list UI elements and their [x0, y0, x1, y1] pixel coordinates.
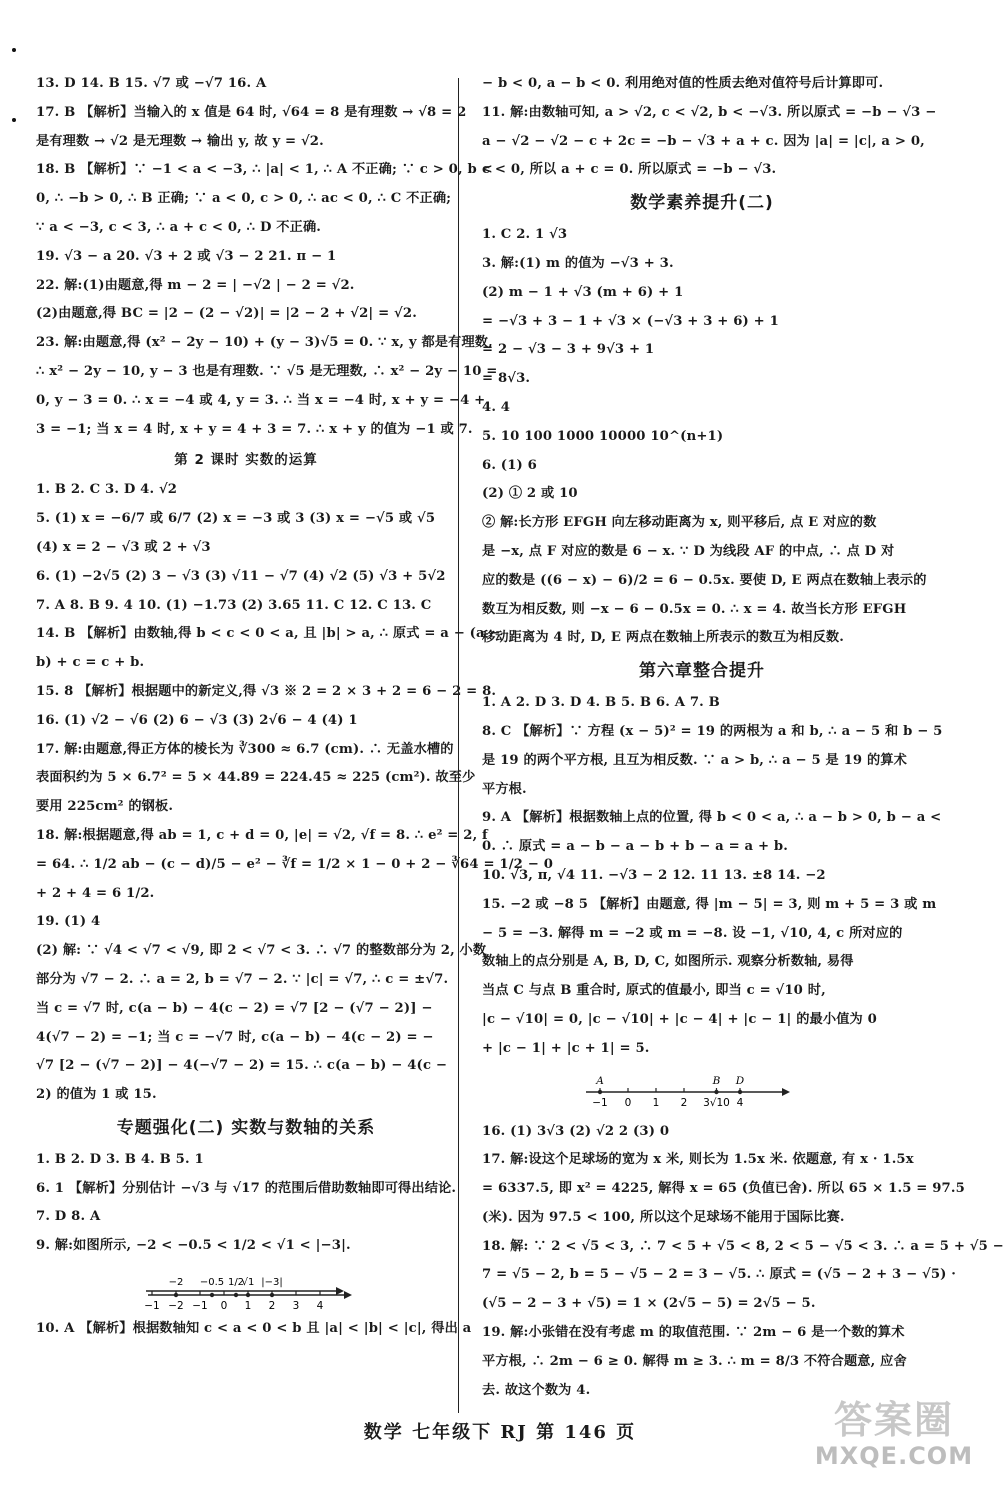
point-label: −2	[168, 1277, 184, 1289]
answer-line: 1. B 2. C 3. D 4. √2	[36, 482, 178, 498]
left-answer-block-3	[36, 1146, 456, 1261]
tick-label: −1	[192, 1300, 208, 1313]
answer-line: 16. (1) 3√3 (2) √2 2 (3) 0	[482, 1123, 670, 1139]
answer-line: 16. (1) √2 − √6 (2) 6 − √3 (3) 2√6 − 4 (4) 1	[36, 712, 358, 728]
answer-line: 平方根.	[482, 781, 527, 797]
answer-line: (4) x = 2 − √3 或 2 + √3	[36, 539, 211, 555]
answer-line: 22. 解:(1)由题意,得 m − 2 = | −√2 | − 2 = √2.	[36, 277, 355, 293]
answer-line: = −√3 + 3 − 1 + √3 × (−√3 + 3 + 6) + 1	[482, 313, 779, 329]
section-heading-chapter6: 第六章整合提升	[639, 661, 765, 682]
answer-line: 6. (1) −2√5 (2) 3 − √3 (3) √11 − √7 (4) √2 (5) √3 + 5√2	[36, 568, 446, 584]
answer-line: 是 −x, 点 F 对应的数是 6 − x. ∵ D 为线段 AF 的中点, ∴ 点 D 对	[482, 543, 895, 559]
answer-line: 5. (1) x = −6/7 或 6/7 (2) x = −3 或 3 (3) x = −√5 或 √5	[36, 511, 436, 527]
margin-dot	[12, 48, 16, 52]
tick-label: 1	[652, 1096, 660, 1109]
lesson-subheading: 第 2 课时 实数的运算	[174, 452, 318, 469]
tick-label: 3√10	[703, 1096, 730, 1109]
answer-line: 0, ∴ −b > 0, ∴ B 正确; ∵ a < 0, c > 0, ∴ ac < 0, ∴ C 不正确;	[36, 191, 452, 207]
answer-line: = 64. ∴ 1/2 ab − (c − d)/5 − e² − ∛f = 1/2 × 1 − 0 + 2 − ∛64 = 1/2 − 0	[36, 856, 554, 872]
answer-line: 5. 10 100 1000 10000 10^(n+1)	[482, 428, 724, 444]
tick-label: 2	[680, 1096, 688, 1109]
tick-label: 4	[736, 1096, 744, 1109]
answer-line: c < 0, 所以 a + c = 0. 所以原式 = −b − √3.	[482, 162, 777, 178]
answer-line: (2) m − 1 + √3 (m + 6) + 1	[482, 284, 684, 300]
right-column	[482, 70, 1004, 1405]
answer-line: 2) 的值为 1 或 15.	[36, 1087, 157, 1103]
answer-line: 15. −2 或 −8 5 【解析】由题意, 得 |m − 5| = 3, 则 m + 5 = 3 或 m	[482, 896, 937, 912]
point-label: D	[735, 1074, 745, 1087]
site-watermark	[806, 1398, 982, 1478]
answer-line: 7. D 8. A	[36, 1209, 101, 1225]
answer-line: (2)由题意,得 BC = |2 − (2 − √2)| = |2 − 2 + √2| = √2.	[36, 306, 417, 322]
answer-line: √7 [2 − (√7 − 2)] − 4(−√7 − 2) = 15. ∴ c(a − b) − 4(c −	[36, 1058, 448, 1074]
tick-label: 2	[268, 1300, 276, 1313]
answer-line: (2) ① 2 或 10	[482, 486, 578, 502]
answer-line: 4(√7 − 2) = −1; 当 c = −√7 时, c(a − b) − 4(c − 2) = −	[36, 1029, 434, 1045]
answer-line: = 6337.5, 即 x² = 4225, 解得 x = 65 (负值已舍). 所以 65 × 1.5 = 97.5	[482, 1181, 965, 1197]
answer-line: 数互为相反数, 则 −x − 6 − 0.5x = 0. ∴ x = 4. 故当长方形 EFGH	[482, 601, 907, 617]
answer-line: 1. A 2. D 3. D 4. B 5. B 6. A 7. B	[482, 695, 720, 711]
answer-line: − b < 0, a − b < 0. 利用绝对值的性质去绝对值符号后计算即可.	[482, 76, 884, 91]
answer-line: 0. ∴ 原式 = a − b − a − b + b − a = a + b.	[482, 839, 789, 855]
answer-line: 部分为 √7 − 2. ∴ a = 2, b = √7 − 2. ∵ |c| = √7, ∴ c = ±√7.	[36, 971, 449, 987]
point-label: A	[596, 1074, 604, 1087]
answer-line: 当 c = √7 时, c(a − b) − 4(c − 2) = √7 [2 − (√7 − 2)] −	[36, 1000, 433, 1016]
answer-line: ∵ a < −3, c < 3, ∴ a + c < 0, ∴ D 不正确.	[36, 219, 322, 235]
answer-line: − 5 = −3. 解得 m = −2 或 m = −8. 设 −1, √10, 4, c 所对应的	[482, 925, 903, 941]
answer-line: 17. B 【解析】当输入的 x 值是 64 时, √64 = 8 是有理数 → √8 = 2	[36, 104, 467, 120]
answer-line: 应的数是 ((6 − x) − 6)/2 = 6 − 0.5x. 要使 D, E 两点在数轴上表示的	[482, 572, 927, 588]
answer-line: 是 19 的两个平方根, 且互为相反数. ∵ a > b, ∴ a − 5 是 19 的算术	[482, 752, 908, 768]
answer-line: 1. B 2. D 3. B 4. B 5. 1	[36, 1151, 204, 1167]
section-heading-literacy: 数学素养提升(二)	[630, 193, 774, 214]
section-heading-topic: 专题强化(二) 实数与数轴的关系	[116, 1117, 376, 1138]
answer-line: 当点 C 与点 B 重合时, 原式的值最小, 即当 c = √10 时,	[482, 983, 826, 999]
answer-line: ∴ x² − 2y − 10, y − 3 也是有理数. ∵ √5 是无理数, ∴ x² − 2y − 10 =	[36, 363, 498, 379]
answer-line: 11. 解:由数轴可知, a > √2, c < √2, b < −√3. 所以原式 = −b − √3 −	[482, 104, 937, 120]
number-line-right-svg	[482, 1064, 922, 1118]
answer-line: 要用 225cm² 的钢板.	[36, 799, 174, 815]
answer-line: 7. A 8. B 9. 4 10. (1) −1.73 (2) 3.65 11. C 12. C 13. C	[36, 597, 432, 613]
answer-line: 3 = −1; 当 x = 4 时, x + y = 4 + 3 = 7. ∴ x + y 的值为 −1 或 7.	[36, 421, 473, 437]
tick-label: −1	[144, 1300, 160, 1313]
answer-line: 是有理数 → √2 是无理数 → 输出 y, 故 y = √2.	[36, 133, 324, 149]
tick-label: 0	[220, 1300, 228, 1313]
answer-line: 9. 解:如图所示, −2 < −0.5 < 1/2 < √1 < |−3|.	[36, 1238, 351, 1254]
point-marker	[270, 1293, 274, 1297]
point-marker	[234, 1293, 238, 1297]
answer-line: 3. 解:(1) m 的值为 −√3 + 3.	[482, 255, 674, 271]
arrow-head-icon	[782, 1088, 790, 1096]
point-marker	[210, 1293, 214, 1297]
answer-line: 6. (1) 6	[482, 457, 537, 473]
answer-line: = 2 − √3 − 3 + 9√3 + 1	[482, 342, 655, 358]
answer-line: ② 解:长方形 EFGH 向左移动距离为 x, 则平移后, 点 E 对应的数	[482, 515, 877, 531]
answer-line: 数轴上的点分别是 A, B, D, C, 如图所示. 观察分析数轴, 易得	[482, 954, 854, 970]
answer-line: a − √2 − √2 − c + 2c = −b − √3 + a + c. 因为 |a| = |c|, a > 0,	[482, 133, 925, 149]
point-label: |−3|	[261, 1277, 283, 1289]
answer-line: 19. (1) 4	[36, 914, 101, 930]
answer-line: 移动距离为 4 时, D, E 两点在数轴上所表示的数互为相反数.	[482, 630, 844, 646]
answer-line: 6. 1 【解析】分别估计 −√3 与 √17 的范围后借助数轴即可得出结论.	[36, 1180, 457, 1196]
answer-line: 平方根, ∴ 2m − 6 ≥ 0. 解得 m ≥ 3. ∴ m = 8/3 不符合题意, 应舍	[482, 1353, 907, 1369]
answer-line: 17. 解:设这个足球场的宽为 x 米, 则长为 1.5x 米. 依题意, 有 x · 1.5x	[482, 1152, 914, 1168]
tick-label: 1	[244, 1300, 252, 1313]
point-marker	[174, 1293, 178, 1297]
point-label: 1/2	[227, 1277, 245, 1289]
answer-line: (米). 因为 97.5 < 100, 所以这个足球场不能用于国际比赛.	[482, 1209, 845, 1225]
point-marker	[246, 1293, 250, 1297]
answer-line: b) + c = c + b.	[36, 655, 145, 671]
right-answer-block-4	[482, 1118, 1004, 1406]
number-line-left-ticks	[36, 1261, 456, 1315]
column-divider	[458, 78, 459, 1413]
right-answer-block-3	[482, 689, 943, 1063]
answer-line: 19. √3 − a 20. √3 + 2 或 √3 − 2 21. π − 1	[36, 248, 337, 264]
answer-line: 13. D 14. B 15. √7 或 −√7 16. A	[36, 76, 267, 91]
answer-line: + |c − 1| + |c + 1| = 5.	[482, 1040, 650, 1056]
answer-line: 去. 故这个数为 4.	[482, 1382, 591, 1398]
answer-line: 4. 4	[482, 399, 511, 415]
answer-line: 19. 解:小张错在没有考虑 m 的取值范围. ∵ 2m − 6 是一个数的算术	[482, 1325, 905, 1341]
answer-line: 10. √3, π, √4 11. −√3 − 2 12. 11 13. ±8 14. −2	[482, 867, 826, 883]
answer-line: |c − √10| = 0, |c − √10| + |c − 4| + |c − 1| 的最小值为 0	[482, 1011, 877, 1027]
page-footer: 数学 七年级下 RJ 第 146 页	[363, 1422, 637, 1443]
tick-label: −1	[592, 1096, 608, 1109]
answer-line: 10. A 【解析】根据数轴知 c < a < 0 < b 且 |a| < |b| < |c|, 得出 a	[36, 1321, 472, 1337]
answer-line: 8. C 【解析】∵ 方程 (x − 5)² = 19 的两根为 a 和 b, ∴ a − 5 和 b − 5	[482, 723, 943, 739]
answer-line: 23. 解:由题意,得 (x² − 2y − 10) + (y − 3)√5 = 0. ∵ x, y 都是有理数,	[36, 335, 493, 351]
answer-line: = 8√3.	[482, 371, 531, 387]
tick-label: 3	[292, 1300, 300, 1313]
answer-line: (2) 解: ∵ √4 < √7 < √9, 即 2 < √7 < 3. ∴ √7 的整数部分为 2, 小数	[36, 943, 487, 959]
margin-dot	[12, 118, 16, 122]
answer-line: 18. B 【解析】∵ −1 < a < −3, ∴ |a| < 1, ∴ A 不正确; ∵ c > 0, b <	[36, 162, 493, 178]
right-answer-block-2	[482, 221, 927, 653]
answer-line: 17. 解:由题意,得正方体的棱长为 ∛300 ≈ 6.7 (cm). ∴ 无盖水槽的	[36, 741, 454, 757]
tick-label: −2	[168, 1300, 184, 1313]
answer-line: 1. C 2. 1 √3	[482, 227, 568, 243]
answer-line: + 2 + 4 = 6 1/2.	[36, 885, 155, 901]
answer-line: 18. 解:根据题意,得 ab = 1, c + d = 0, |e| = √2, √f = 8. ∴ e² = 2, f	[36, 827, 488, 843]
answer-line: 表面积约为 5 × 6.7² = 5 × 44.89 = 224.45 ≈ 225 (cm²). 故至少	[36, 770, 476, 786]
answer-line: 15. 8 【解析】根据题中的新定义,得 √3 ※ 2 = 2 × 3 + 2 = 6 − 2 = 8.	[36, 683, 497, 699]
answer-line: 9. A 【解析】根据数轴上点的位置, 得 b < 0 < a, ∴ a − b > 0, b − a <	[482, 810, 942, 826]
watermark-url: MXQE.COM	[814, 1442, 974, 1470]
answer-line: (√5 − 2 − 3 + √5) = 1 × (2√5 − 5) = 2√5 − 5.	[482, 1296, 816, 1312]
watermark-logo-text: 答案圈	[833, 1398, 954, 1442]
answer-line: 18. 解: ∵ 2 < √5 < 3, ∴ 7 < 5 + √5 < 8, 2 < 5 − √5 < 3. ∴ a = 5 + √5 −	[482, 1238, 1004, 1254]
number-line-figure-right	[482, 1064, 922, 1118]
tick-label: 0	[624, 1096, 632, 1109]
number-line-figure-left	[36, 1261, 456, 1315]
answer-line: 0, y − 3 = 0. ∴ x = −4 或 4, y = 3. ∴ 当 x = −4 时, x + y = −4 +	[36, 392, 486, 408]
point-label: B	[712, 1074, 721, 1087]
point-label: −0.5	[199, 1277, 225, 1289]
tick-label: 4	[316, 1300, 324, 1313]
answer-line: 14. B 【解析】由数轴,得 b < c < 0 < a, 且 |b| > a, ∴ 原式 = a − (a −	[36, 626, 501, 642]
arrow-head-icon	[344, 1291, 352, 1299]
point-label: √1	[241, 1277, 255, 1289]
right-answer-block-1	[482, 70, 937, 185]
left-answer-block-4	[36, 1315, 472, 1344]
answer-line: 7 = √5 − 2, b = 5 − √5 − 2 = 3 − √5. ∴ 原式 = (√5 − 2 + 3 − √5) ·	[482, 1267, 957, 1283]
